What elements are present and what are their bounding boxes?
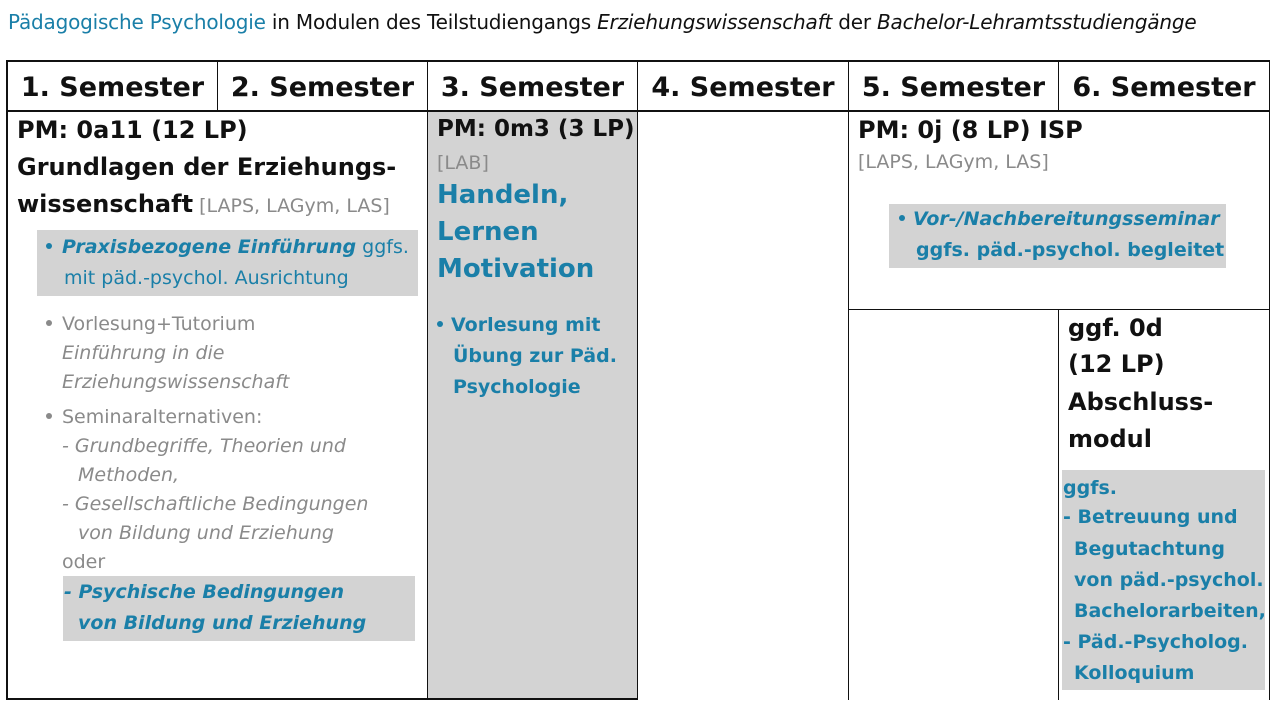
table-right-border: [1269, 60, 1270, 700]
module-c-item-line1: Vor-/Nachbereitungsseminar: [913, 208, 1220, 230]
module-a-intro-line2: mit päd.-psychol. Ausrichtung: [64, 267, 349, 289]
module-d-line1: ggf. 0d: [1068, 314, 1163, 342]
divider-sem3-4: [637, 60, 638, 700]
seminar-1a: - Grundbegriffe, Theorien und: [62, 435, 346, 457]
module-b-name-line3: Motivation: [437, 254, 595, 284]
module-b-name-line2: Lernen: [437, 217, 539, 247]
module-d-item-5: Bachelorarbeiten,: [1074, 600, 1266, 622]
module-d-line4: modul: [1068, 425, 1152, 453]
title-text-3: der: [832, 10, 878, 34]
module-b-item-line2: Übung zur Päd.: [453, 345, 617, 367]
seminar-label: Seminaralternativen:: [62, 406, 263, 428]
module-d-line2: (12 LP): [1068, 350, 1165, 378]
header-semester-6: 6. Semester: [1072, 71, 1256, 103]
header-semester-3: 3. Semester: [440, 71, 625, 103]
module-b-item: [437, 314, 600, 336]
module-c-programs: [LAPS, LAGym, LAS]: [858, 151, 1049, 173]
title-text-1: in Modulen des Teilstudiengangs: [265, 10, 598, 34]
module-d-item-3: Begutachtung: [1074, 538, 1225, 560]
module-c-code: PM: 0j (8 LP) ISP: [858, 116, 1083, 144]
title-text-2: Erziehungswissenschaft: [597, 10, 833, 34]
module-a-intro: [46, 236, 409, 258]
module-a-programs: [LAPS, LAGym, LAS]: [193, 195, 390, 217]
module-d-item-6: - Päd.-Psycholog.: [1063, 631, 1248, 653]
module-b-code: PM: 0m3 (3 LP): [437, 116, 635, 142]
module-d-left-border: [1058, 309, 1059, 700]
module-d-item-2: - Betreuung und: [1063, 506, 1238, 528]
divider-sem4-5: [848, 60, 849, 700]
seminar-2b: von Bildung und Erziehung: [78, 522, 334, 544]
module-a-name: wissenschaft: [17, 190, 194, 218]
title-text-4: Bachelor-Lehramtsstudiengänge: [877, 10, 1197, 34]
module-d-line3: Abschluss-: [1068, 388, 1214, 416]
module-c-bottom-border: [848, 309, 1270, 310]
module-b-name-line1: Handeln,: [437, 180, 569, 210]
header-semester-5: 5. Semester: [861, 71, 1046, 103]
header-semester-1: 1. Semester: [20, 71, 205, 103]
module-a-lecture: [46, 313, 255, 335]
seminar-1b: Methoden,: [78, 464, 180, 486]
divider-sem2-3: [427, 60, 428, 700]
seminar-or: oder: [62, 551, 106, 573]
lecture-line2: Einführung in die: [62, 342, 225, 364]
bullet-icon: [437, 321, 443, 327]
module-b-item-line3: Psychologie: [453, 376, 581, 398]
seminar-3a: - Psychische Bedingungen: [64, 581, 345, 603]
module-c-item-line2: ggfs. päd.-psychol. begleitet: [916, 239, 1225, 261]
module-b-programs: [LAB]: [437, 152, 489, 174]
module-c-item: [899, 208, 1220, 230]
header-bottom-border: [6, 110, 1270, 112]
module-a-seminars: [46, 406, 262, 428]
module-a-name-line2: [17, 190, 390, 218]
bullet-icon: [46, 320, 52, 326]
module-d-item-4: von päd.-psychol.: [1074, 569, 1264, 591]
module-d-item-1: ggfs.: [1063, 477, 1117, 499]
seminar-3b: von Bildung und Erziehung: [78, 612, 367, 634]
module-b-item-line1: Vorlesung mit: [451, 314, 601, 336]
table-top-border: [6, 60, 1270, 62]
table-bottom-border: [6, 698, 638, 700]
module-d-item-7: Kolloquium: [1074, 662, 1195, 684]
seminar-2a: - Gesellschaftliche Bedingungen: [62, 493, 369, 515]
bullet-icon: [46, 413, 52, 419]
bullet-icon: [899, 215, 905, 221]
table-left-border: [6, 60, 8, 700]
intro-suffix: ggfs.: [356, 236, 409, 258]
header-semester-2: 2. Semester: [230, 71, 415, 103]
lecture-label: Vorlesung+Tutorium: [62, 313, 256, 335]
title-highlight: Pädagogische Psychologie: [8, 10, 266, 34]
module-a-code: PM: 0a11 (12 LP): [17, 116, 248, 144]
module-a-name-line1: Grundlagen der Erziehungs-: [17, 153, 397, 181]
header-semester-4: 4. Semester: [651, 71, 835, 103]
lecture-line3: Erziehungswissenschaft: [62, 371, 290, 393]
intro-title: Praxisbezogene Einführung: [62, 236, 357, 258]
bullet-icon: [46, 243, 52, 249]
